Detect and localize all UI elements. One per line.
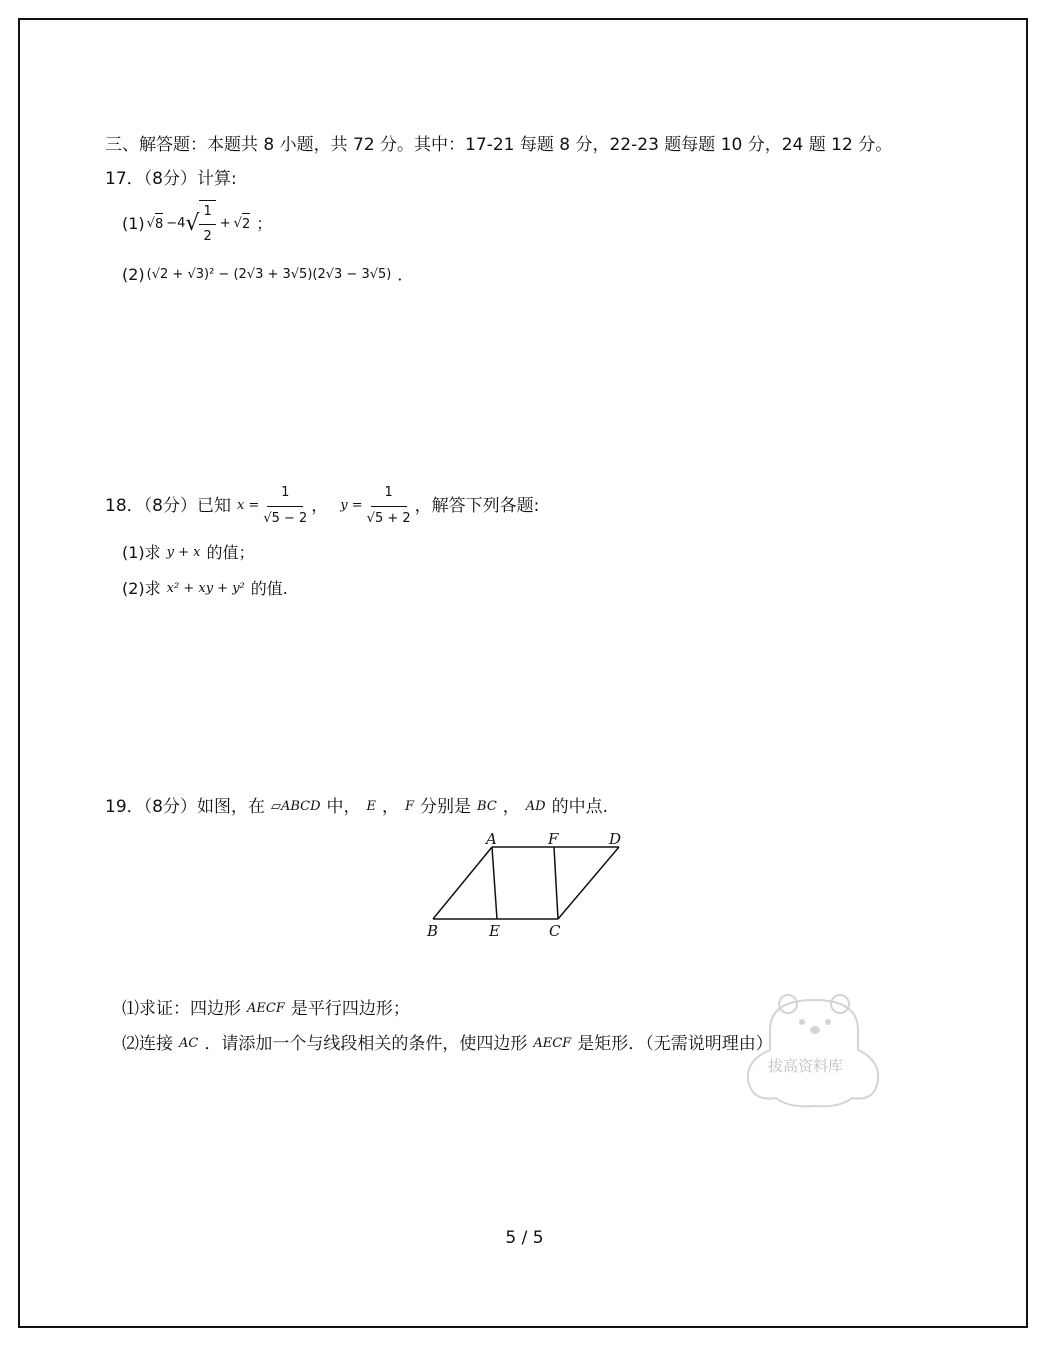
q17-part1 — [122, 204, 272, 244]
bear-watermark-icon — [740, 990, 885, 1110]
q17-title: 17．（8分）计算: — [105, 169, 237, 189]
q18-title — [105, 484, 539, 528]
q17-p1-frac — [199, 200, 215, 248]
q18-x-frac — [263, 482, 307, 530]
q19-title — [105, 796, 608, 818]
q19-ad: AD — [525, 799, 546, 814]
parallelogram-figure — [420, 826, 640, 944]
q17-p1-end: ； — [256, 214, 273, 233]
q19-part2 — [122, 1033, 773, 1055]
q18-p2-pre: (2)求 — [122, 579, 161, 598]
section-header: 三、解答题：本题共 8 小题，共 72 分。其中：17-21 每题 8 分，22-23 题每题 10 分，24 题 12 分。 — [105, 135, 893, 155]
q19-p1-pre: ⑴求证：四边形 — [122, 999, 241, 1019]
q19-p2-post: 是矩形．（无需说明理由） — [577, 1034, 773, 1054]
q18-x-num: 1 — [267, 482, 303, 507]
watermark-text: 拔高资料库 — [768, 1057, 844, 1075]
segment-ae — [492, 847, 497, 919]
q17-p1-minus: −4 — [166, 216, 186, 231]
q18-p1-pre: (1)求 — [122, 543, 161, 562]
label-f: F — [548, 830, 559, 848]
q19-p2-shape: AECF — [533, 1036, 572, 1051]
q19-bc: BC — [477, 799, 497, 814]
q19-e: E — [366, 799, 377, 814]
q18-p2-post: 的值. — [250, 579, 288, 598]
q19-p1-post: 是平行四边形； — [290, 999, 410, 1019]
q19-part1 — [122, 998, 410, 1020]
q19-pre: 19．（8分）如图，在 — [105, 797, 265, 817]
q17-p2-expr: (√2 + √3)² − (2√3 + 3√5)(2√3 − 3√5) — [146, 267, 392, 282]
q18-sep: ， — [311, 496, 329, 516]
q17-p1-rad2: 2 — [242, 213, 250, 236]
segment-fc — [554, 847, 558, 919]
label-c: C — [549, 922, 561, 940]
q19-parallelogram: ▱ABCD — [270, 799, 321, 814]
q19-p2-ac: AC — [179, 1036, 199, 1051]
q17-p1-frac-num: 1 — [199, 201, 215, 225]
edge-ba — [433, 847, 492, 919]
q18-part2 — [122, 578, 288, 600]
q18-suffix: ，解答下列各题: — [414, 496, 540, 516]
label-b: B — [427, 922, 439, 940]
q18-y-num: 1 — [371, 482, 407, 507]
q18-p1-post: 的值； — [206, 543, 255, 562]
q17-p2-label: (2) — [122, 265, 145, 284]
label-d: D — [609, 830, 622, 848]
q19-t2: 分别是 — [420, 797, 472, 817]
q17-p1-rad1: 8 — [155, 213, 163, 236]
q18-y-var: y = — [340, 498, 363, 513]
q19-t3: 的中点. — [551, 797, 609, 817]
q18-part1 — [122, 542, 255, 564]
q19-p2-mid: ．请添加一个与线段相关的条件，使四边形 — [204, 1034, 528, 1054]
q18-x-var: x = — [236, 498, 260, 513]
q18-y-frac — [367, 482, 411, 530]
q18-prefix: 18．（8分）已知 — [105, 496, 231, 516]
label-a: A — [486, 830, 497, 848]
sqrt-symbol-2: √ — [233, 216, 242, 231]
q18-x-den: √5 − 2 — [263, 511, 308, 526]
q19-comma-2: ， — [502, 797, 520, 817]
sqrt-symbol: √ — [146, 216, 155, 231]
q19-comma: ， — [382, 797, 400, 817]
q18-p2-expr: x² + xy + y² — [166, 581, 245, 596]
q19-p2-pre: ⑵连接 — [122, 1034, 173, 1054]
q18-p1-expr: y + x — [166, 545, 201, 560]
q18-y-den: √5 + 2 — [366, 511, 411, 526]
q19-p1-shape: AECF — [247, 1001, 285, 1016]
q19-f: F — [405, 799, 415, 814]
edge-dc — [558, 847, 619, 919]
q17-p2-end: ． — [397, 265, 414, 284]
q19-t1: 中， — [326, 797, 361, 817]
q17-part2 — [122, 264, 413, 286]
q17-p1-label: (1) — [122, 214, 145, 233]
q17-p1-frac-den: 2 — [203, 229, 212, 244]
sqrt-symbol-large: √ — [185, 211, 200, 236]
label-e: E — [489, 922, 500, 940]
q17-p1-plus: + — [219, 216, 231, 231]
page-number: 5 / 5 — [505, 1228, 544, 1248]
